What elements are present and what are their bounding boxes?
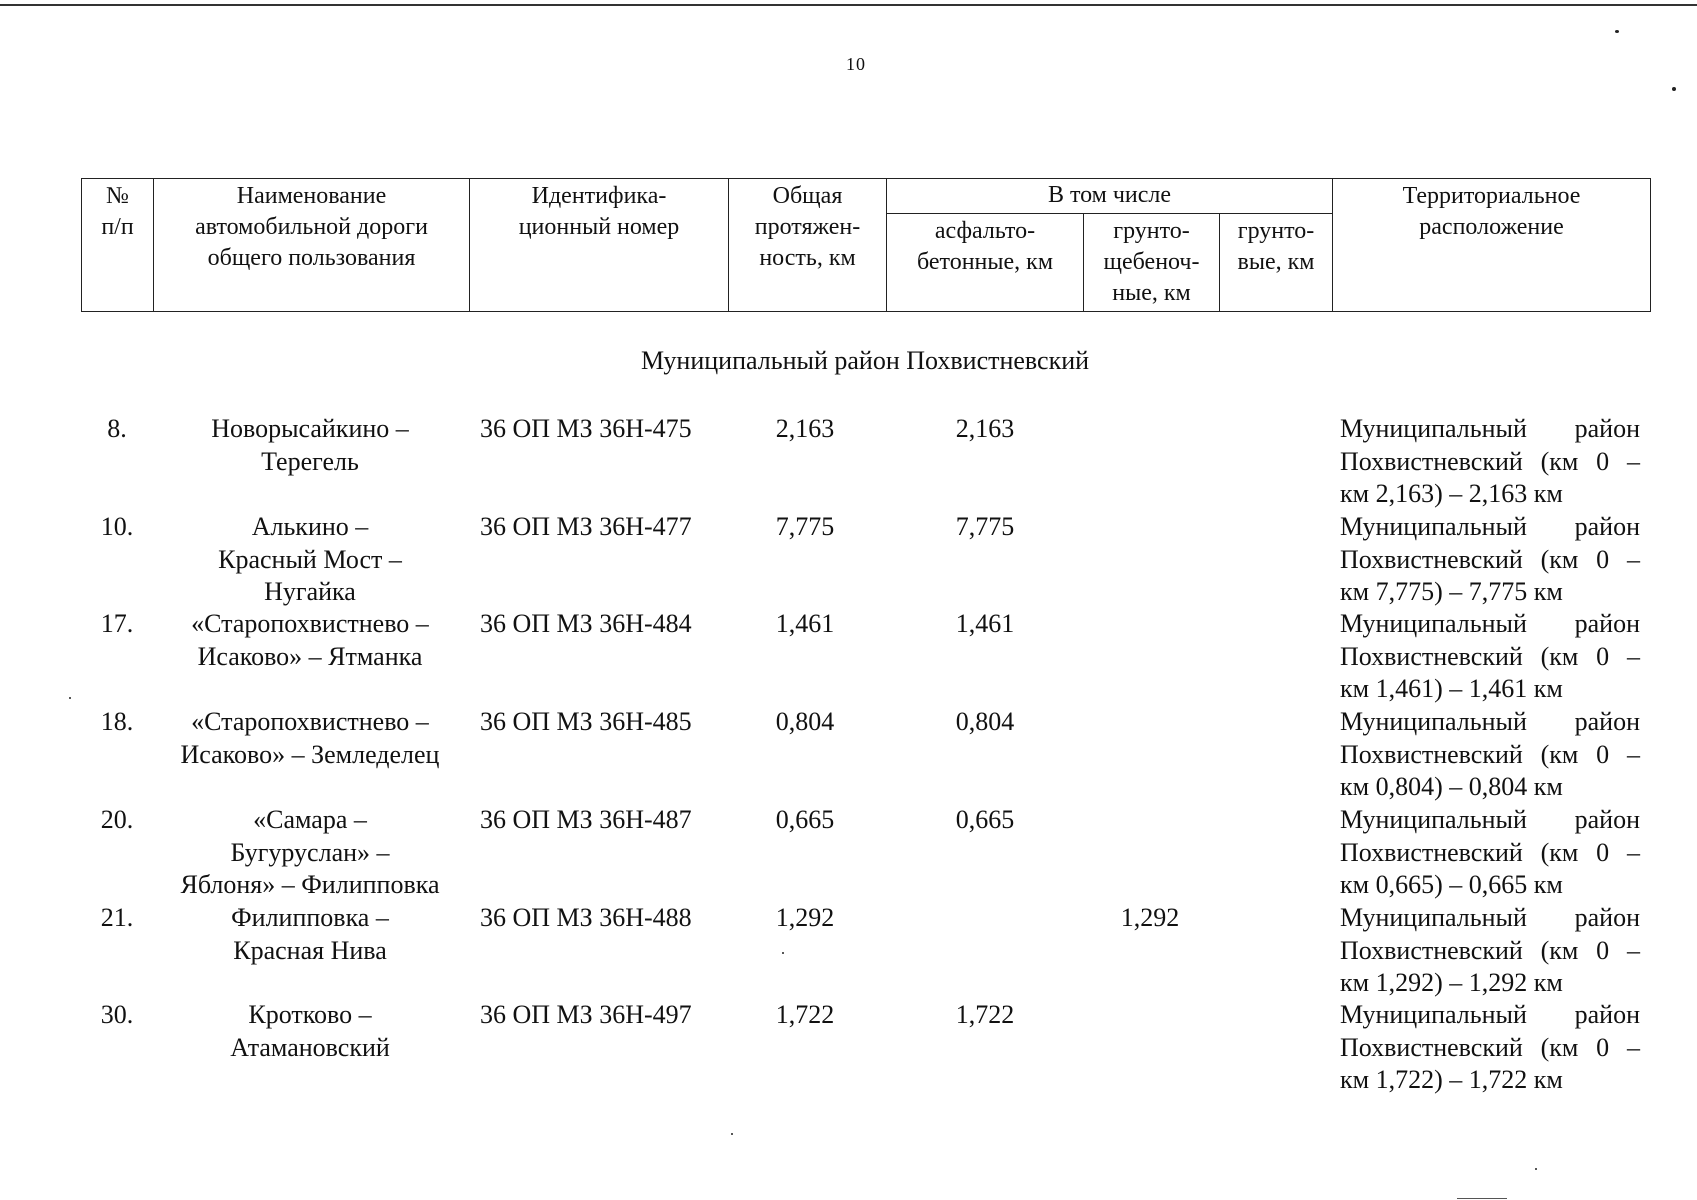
- road-name: «Самара – Бугуруслан» – Яблоня» – Филипповка: [180, 805, 440, 899]
- location: Муниципальный район Похвистневский (км 0 – км 7,775) – 7,775 км: [1340, 512, 1640, 606]
- road-identifier: 36 ОП МЗ 36Н-487: [480, 805, 692, 834]
- road-identifier: 36 ОП МЗ 36Н-485: [480, 707, 692, 736]
- total-length: 2,163: [775, 414, 835, 443]
- road-identifier: 36 ОП МЗ 36Н-475: [480, 414, 692, 443]
- road-name: Кротково – Атамановский: [230, 1000, 390, 1062]
- row-number: 20.: [100, 805, 134, 834]
- header-col-total-length: Общая протяжен- ность, км: [729, 179, 887, 312]
- road-name: Филипповка – Красная Нива: [231, 903, 389, 965]
- road-identifier: 36 ОП МЗ 36Н-484: [480, 609, 692, 638]
- location: Муниципальный район Похвистневский (км 0 – км 0,804) – 0,804 км: [1340, 707, 1640, 801]
- table-header: [81, 178, 1651, 312]
- top-rule: [0, 4, 1697, 6]
- road-name: «Старопохвистнево – Исаково» – Земледелец: [180, 707, 440, 769]
- header-col-including: В том числе: [887, 179, 1333, 214]
- scan-speck: [731, 1133, 733, 1135]
- location: Муниципальный район Похвистневский (км 0 – км 2,163) – 2,163 км: [1340, 414, 1640, 508]
- asphalt-length: 1,722: [955, 1000, 1015, 1029]
- total-length: 0,665: [775, 805, 835, 834]
- row-number: 18.: [100, 707, 134, 736]
- page-number: 10: [846, 54, 866, 74]
- scan-speck: [69, 697, 71, 699]
- asphalt-length: 0,665: [955, 805, 1015, 834]
- location: Муниципальный район Похвистневский (км 0 – км 1,461) – 1,461 км: [1340, 609, 1640, 703]
- row-number: 21.: [100, 903, 134, 932]
- asphalt-length: 7,775: [955, 512, 1015, 541]
- road-name: «Старопохвистнево – Исаково» – Ятманка: [191, 609, 429, 671]
- location: Муниципальный район Похвистневский (км 0 – км 0,665) – 0,665 км: [1340, 805, 1640, 899]
- total-length: 1,722: [775, 1000, 835, 1029]
- section-title: Муниципальный район Похвистневский: [640, 346, 1090, 375]
- total-length: 0,804: [775, 707, 835, 736]
- asphalt-length: 1,461: [955, 609, 1015, 638]
- road-identifier: 36 ОП МЗ 36Н-477: [480, 512, 692, 541]
- total-length: 1,292: [775, 903, 835, 932]
- asphalt-length: 2,163: [955, 414, 1015, 443]
- road-identifier: 36 ОП МЗ 36Н-497: [480, 1000, 692, 1029]
- location: Муниципальный район Похвистневский (км 0 – км 1,292) – 1,292 км: [1340, 903, 1640, 997]
- header-col-location: Территориальное расположение: [1333, 179, 1651, 312]
- bottom-stroke: [1457, 1198, 1507, 1199]
- location: Муниципальный район Похвистневский (км 0 – км 1,722) – 1,722 км: [1340, 1000, 1640, 1094]
- row-number: 17.: [100, 609, 134, 638]
- scan-speck: [1535, 1168, 1537, 1170]
- header-col-gravel: грунто- щебеноч- ные, км: [1084, 214, 1220, 312]
- header-col-road-name: Наименование автомобильной дороги общего пользования: [154, 179, 470, 312]
- row-number: 8.: [107, 414, 127, 443]
- scan-speck: [1615, 30, 1619, 33]
- gravel-length: 1,292: [1120, 903, 1180, 932]
- total-length: 1,461: [775, 609, 835, 638]
- scan-speck: [782, 952, 784, 954]
- road-name: Новорысайкино – Терегель: [211, 414, 409, 476]
- header-col-identifier: Идентифика- ционный номер: [470, 179, 729, 312]
- header-col-dirt: грунто- вые, км: [1220, 214, 1333, 312]
- asphalt-length: 0,804: [955, 707, 1015, 736]
- row-number: 10.: [100, 512, 134, 541]
- road-name: Алькино – Красный Мост – Нугайка: [218, 512, 402, 606]
- total-length: 7,775: [775, 512, 835, 541]
- road-identifier: 36 ОП МЗ 36Н-488: [480, 903, 692, 932]
- header-col-number: № п/п: [82, 179, 154, 312]
- scan-speck: [1672, 87, 1676, 91]
- header-col-asphalt: асфальто- бетонные, км: [887, 214, 1084, 312]
- row-number: 30.: [100, 1000, 134, 1029]
